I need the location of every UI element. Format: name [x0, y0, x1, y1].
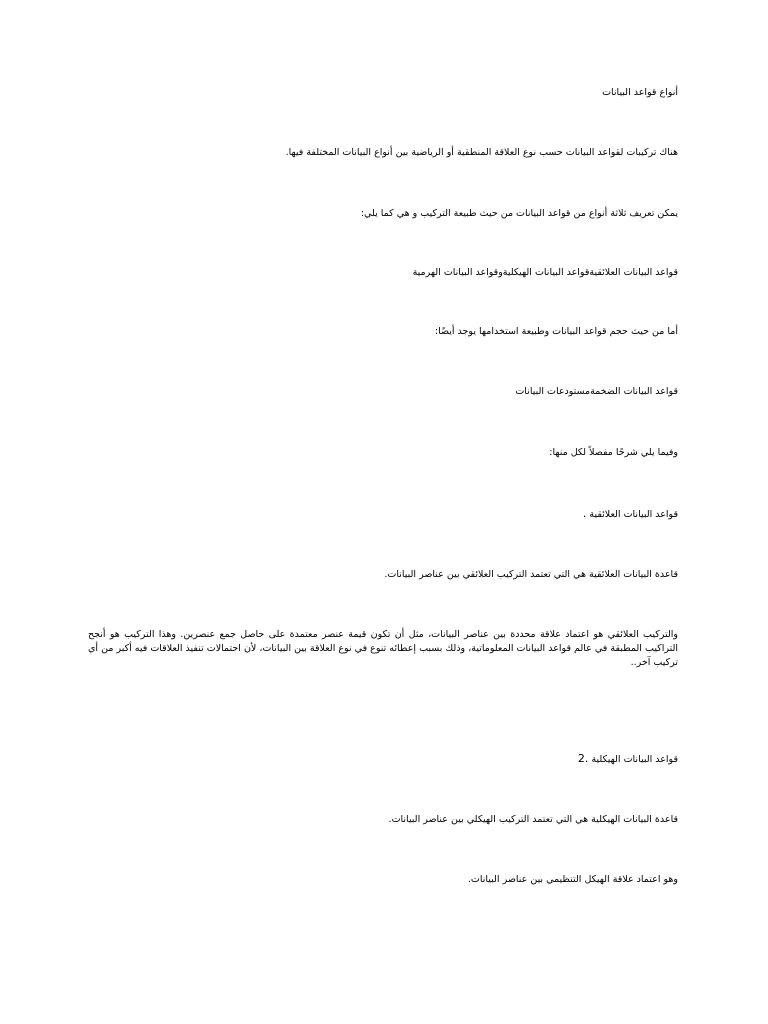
- section1-definition: قاعدة البيانات العلائقية هي التي تعتمد التركيب العلائقي بين عناصر البيانات.: [384, 569, 678, 580]
- three-types-paragraph: يمكن تعريف ثلاثة أنواع من قواعد البيانات من حيث طبيعة التركيب و هي كما يلي:: [360, 208, 678, 219]
- intro-paragraph: هناك تركيبات لقواعد البيانات حسب نوع العلاقة المنطقية أو الرياضية بين أنواع البيانات المختلفة فيها.: [285, 147, 678, 158]
- section1-heading-number: .: [582, 507, 587, 520]
- size-intro-paragraph: أما من حيث حجم قواعد البيانات وطبيعة استخدامها يوجد أيضًا:: [434, 326, 678, 337]
- section1-body: والتركيب العلائقي هو اعتماد علاقة محددة بين عناصر البيانات، مثل أن تكون قيمة عنصر معتمدة على حاصل جمع عنصرين. وهذا التركيب هو أنجح التراكيب المطبقة في عالم قواعد البيانات المعلوماتية، وذلك بسبب إعطائه تنوع في نوع العلاقة بين البيانات، لأن احتمالات تنفيذ العلاقات فيه أكبر من أي تركيب آخر..: [88, 629, 678, 668]
- section2-heading-text: قواعد البيانات الهيكلية: [591, 754, 678, 765]
- size-list-line: قواعد البيانات الضخمةمستودعات البيانات: [515, 386, 678, 397]
- section2-heading-number: .2: [577, 752, 589, 765]
- section1-heading: [88, 507, 678, 521]
- section1-heading-text: قواعد البيانات العلائقية: [589, 509, 678, 520]
- explain-intro-paragraph: وفيما يلي شرحًا مفصلاً لكل منها:: [549, 447, 678, 458]
- section2-heading: [88, 752, 678, 766]
- section2-body: وهو اعتماد علاقة الهيكل التنظيمي بين عناصر البيانات.: [467, 874, 678, 885]
- types-list-line: قواعد البيانات العلائقيةقواعد البيانات الهيكليةوقواعد البيانات الهرمية: [412, 267, 678, 278]
- section2-definition: قاعدة البيانات الهيكلية هي التي تعتمد التركيب الهيكلي بين عناصر البيانات.: [388, 814, 678, 825]
- document-title: أنواع قواعد البيانات: [602, 87, 678, 98]
